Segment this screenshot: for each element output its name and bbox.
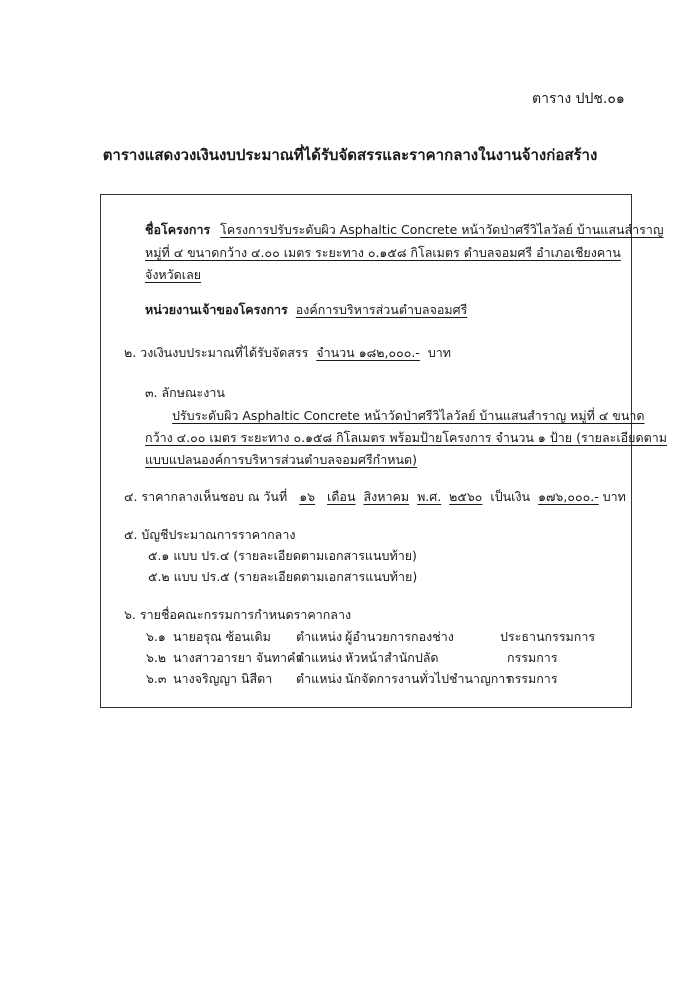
committee-member-no: ๖.๒: [146, 650, 167, 665]
budget-unit: บาท: [427, 345, 452, 360]
agency-label: หน่วยงานเจ้าของโครงการ: [145, 302, 288, 317]
committee-member-role: กรรมการ: [507, 671, 558, 686]
estimate-header: ๕. บัญชีประมาณการราคากลาง: [124, 527, 296, 542]
project-name-line3: จังหวัดเลย: [145, 267, 202, 282]
median-price-amount: ๑๗๖,๐๐๐.-: [538, 489, 599, 504]
median-price-month-label: เดือน: [327, 489, 356, 504]
work-line2: กว้าง ๔.๐๐ เมตร ระยะทาง ๐.๑๕๘ กิโลเมตร พร้อมป้ายโครงการ จำนวน ๑ ป้าย (รายละเอียดตาม: [145, 430, 667, 445]
project-name-line2: หมู่ที่ ๔ ขนาดกว้าง ๔.๐๐ เมตร ระยะทาง ๐.๑๕๘ กิโลเมตร ตำบลจอมศรี อำเภอเชียงคาน: [145, 245, 621, 260]
project-line-1: [145, 220, 664, 240]
committee-member-position: ผู้อำนวยการกองช่าง: [345, 629, 454, 644]
committee-member-role: ประธานกรรมการ: [500, 629, 596, 644]
committee-member-name: นายอรุณ ซ้อนเดิม: [173, 629, 271, 644]
committee-member-no: ๖.๓: [146, 671, 167, 686]
committee-header: ๖. รายชื่อคณะกรรมการกำหนดราคากลาง: [124, 607, 352, 622]
median-price-year-label: พ.ศ.: [417, 489, 442, 504]
committee-member-pos-label: ตำแหน่ง: [296, 650, 343, 665]
work-line1: ปรับระดับผิว Asphaltic Concrete หน้าวัดป่าศรีวิไลวัลย์ บ้านแสนสำราญ หมู่ที่ ๔ ขนาด: [172, 408, 645, 423]
estimate-item-2: ๕.๒ แบบ ปร.๕ (รายละเอียดตามเอกสารแนบท้าย): [148, 569, 418, 584]
document-title: ตารางแสดงวงเงินงบประมาณที่ได้รับจัดสรรและราคากลางในงานจ้างก่อสร้าง: [102, 146, 598, 164]
agency-value: องค์การบริหารส่วนตำบลจอมศรี: [295, 302, 468, 317]
median-price-amount-label: เป็นเงิน: [490, 489, 531, 504]
median-price-day: ๑๖: [299, 489, 316, 504]
committee-member-role: กรรมการ: [507, 650, 558, 665]
agency-line: [145, 300, 467, 320]
median-price-year: ๒๕๖๐: [449, 489, 483, 504]
median-price-month: สิงหาคม: [363, 489, 410, 504]
committee-member-name: นางสาวอารยา จันทาคำ: [173, 650, 303, 665]
work-header: ๓. ลักษณะงาน: [145, 385, 225, 400]
median-price-unit: บาท: [602, 489, 626, 504]
budget-label: ๒. วงเงินงบประมาณที่ได้รับจัดสรร: [124, 345, 309, 360]
form-code: ตาราง ปปช.๐๑: [532, 91, 625, 107]
project-label: ชื่อโครงการ: [145, 222, 211, 237]
committee-member-position: นักจัดการงานทั่วไปชำนาญการ: [345, 671, 513, 686]
project-name-line1: โครงการปรับระดับผิว Asphaltic Concrete หน้าวัดป่าศรีวิไลวัลย์ บ้านแสนสำราญ: [220, 222, 664, 237]
committee-member-no: ๖.๑: [146, 629, 166, 644]
estimate-item-1: ๕.๑ แบบ ปร.๔ (รายละเอียดตามเอกสารแนบท้าย): [148, 548, 417, 563]
committee-member-pos-label: ตำแหน่ง: [296, 671, 343, 686]
median-price-label: ๔. ราคากลางเห็นชอบ ณ วันที่: [124, 489, 288, 504]
median-price-line: [124, 487, 626, 507]
committee-member-name: นางจริญญา นิสีดา: [173, 671, 273, 686]
budget-amount: จำนวน ๑๘๒,๐๐๐.-: [316, 345, 420, 360]
committee-member-pos-label: ตำแหน่ง: [296, 629, 343, 644]
committee-member-position: หัวหน้าสำนักปลัด: [345, 650, 439, 665]
budget-line: [124, 343, 451, 363]
work-line3: แบบแปลนองค์การบริหารส่วนตำบลจอมศรีกำหนด): [145, 452, 418, 467]
